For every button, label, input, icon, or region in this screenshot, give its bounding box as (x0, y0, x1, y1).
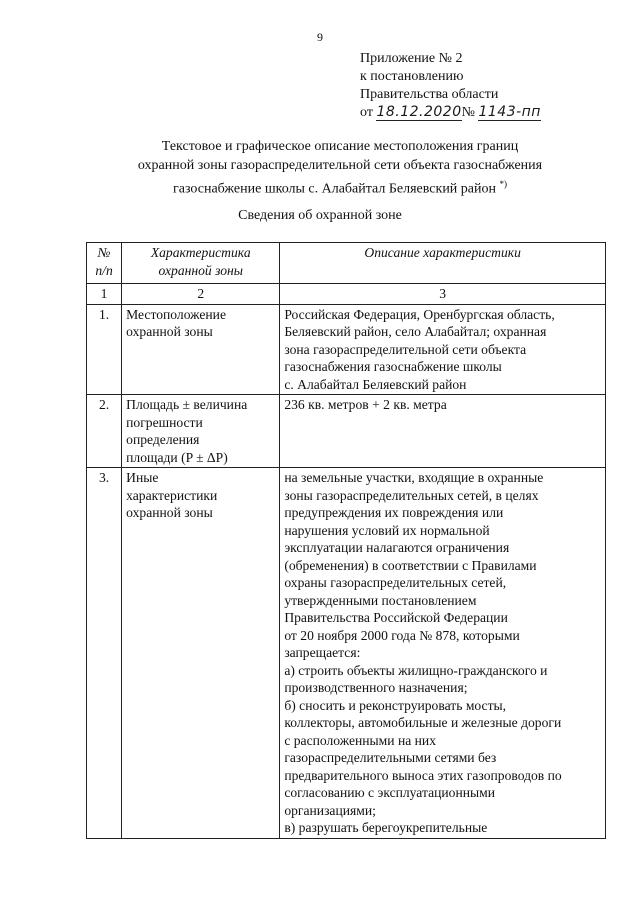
column-number-row (87, 284, 606, 305)
row-number: 3. (87, 468, 122, 839)
footnote-mark: *) (499, 179, 507, 189)
table-row (87, 304, 606, 395)
handwritten-number: 1143-пп (478, 104, 541, 120)
title-line: охранной зоны газораспределительной сети объекта газоснабжения (137, 158, 543, 173)
zone-table (86, 242, 606, 839)
row-description: 236 кв. метров + 2 кв. метра (280, 395, 606, 468)
section-subtitle: Сведения об охранной зоне (238, 208, 402, 223)
header-cell-description: Описание характеристики (280, 243, 606, 284)
column-number: 1 (87, 284, 122, 305)
appendix-header (360, 50, 541, 122)
date-prefix: от (360, 105, 373, 120)
row-characteristic: Иные характеристики охранной зоны (122, 468, 280, 839)
row-description: на земельные участки, входящие в охранные зоны газораспределительных сетей, в целях предупреждения их повреждения или нарушения условий их нормальной эксплуатации налагаются ограничения (обременения) в соответствии с Правилами охраны газораспределительных сетей, утвержденными постановлением Правительства Российской Федерации от 20 ноября 2000 года № 878, которыми запрещается: а) строить объекты жилищно-гражданского и производственного назначения; б) сносить и реконструировать мосты, коллекторы, автомобильные и железные дороги с расположенными на них газораспределительными сетями без предварительного выноса этих газопроводов по согласованию с эксплуатационными организациями; в) разрушать берегоукрепительные (280, 468, 606, 839)
title-line-text: газоснабжение школы с. Алабайтал Беляевский район (172, 181, 496, 197)
title-line: Текстовое и графическое описание местоположения границ (161, 139, 519, 154)
row-number: 2. (87, 395, 122, 468)
header-cell-characteristic: Характеристика охранной зоны (122, 243, 280, 284)
document-title (100, 137, 580, 199)
appendix-line: Правительства области (360, 87, 499, 102)
appendix-line: к постановлению (360, 69, 464, 84)
appendix-line: Приложение № 2 (360, 51, 463, 66)
number-sign: № (461, 105, 475, 120)
table-row (87, 395, 606, 468)
table-row (87, 468, 606, 839)
row-characteristic: Местоположение охранной зоны (122, 304, 280, 395)
handwritten-date: 18.12.2020 (376, 104, 462, 120)
row-number: 1. (87, 304, 122, 395)
header-cell-number: № п/п (87, 243, 122, 284)
table-header-row (87, 243, 606, 284)
row-description: Российская Федерация, Оренбургская область, Беляевский район, село Алабайтал; охранная зона газораспределительной сети объекта газоснабжения газоснабжение школы с. Алабайтал Беляевский район (280, 304, 606, 395)
page-number: 9 (317, 30, 323, 44)
column-number: 2 (122, 284, 280, 305)
appendix-date-line (360, 104, 541, 122)
title-line (100, 175, 580, 199)
row-characteristic: Площадь ± величина погрешности определения площади (P ± ΔP) (122, 395, 280, 468)
column-number: 3 (280, 284, 606, 305)
